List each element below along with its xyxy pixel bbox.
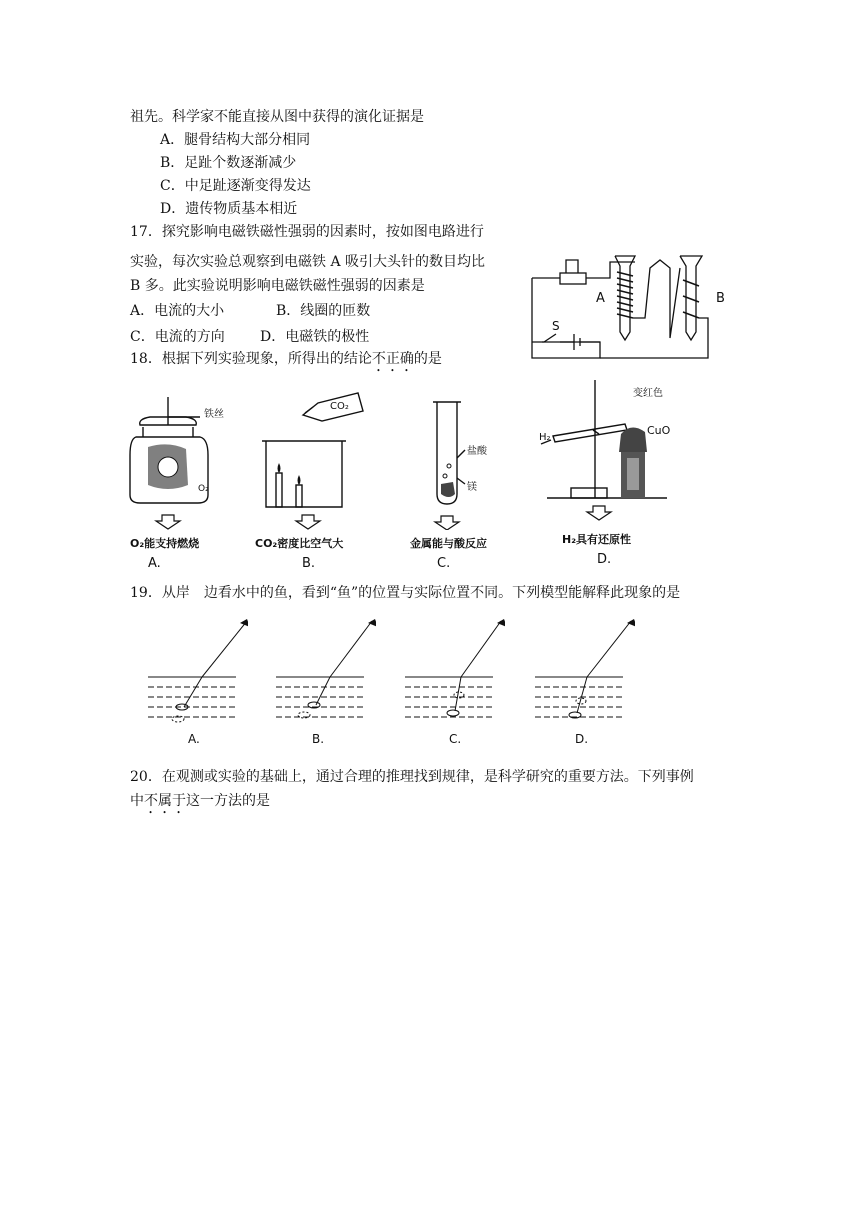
magnesium-label: 镁 bbox=[467, 482, 477, 493]
q18-stem-post: 的是 bbox=[413, 351, 442, 367]
electromagnet-b-label: B bbox=[716, 291, 725, 306]
h2-label: H₂ bbox=[539, 432, 551, 443]
turns-red-label: 变红色 bbox=[633, 388, 663, 399]
electromagnet-a-label: A bbox=[596, 291, 605, 306]
refraction-model-d bbox=[535, 615, 635, 745]
refraction-model-b bbox=[276, 615, 376, 745]
q20-stem-line2 bbox=[130, 792, 270, 817]
electromagnet-circuit-figure bbox=[530, 238, 740, 368]
q17-stem-line2: 实验，每次实验总观察到电磁铁 A 吸引大头针的数目均比 bbox=[130, 254, 486, 270]
iron-wire-label: 铁丝 bbox=[204, 409, 224, 420]
q18-stem-emphasis: 不正确 bbox=[371, 351, 414, 367]
q16-option-d: D．遗传物质基本相近 bbox=[160, 201, 298, 217]
switch-label: S bbox=[552, 319, 560, 333]
q20-stem-pre: 中 bbox=[130, 793, 144, 809]
q18-stem-pre: 18．根据下列实验现象，所得出的结论 bbox=[130, 351, 372, 367]
co2-label: CO₂ bbox=[330, 401, 349, 412]
refraction-model-c bbox=[405, 615, 505, 745]
q17-option-b: B．线圈的匝数 bbox=[276, 303, 371, 319]
iron-wire-oxygen-figure bbox=[118, 395, 228, 530]
q16-option-b: B．足趾个数逐渐减少 bbox=[160, 155, 297, 171]
q20-stem-post: 这一方法的是 bbox=[186, 793, 270, 809]
cuo-label: CuO bbox=[647, 424, 671, 437]
model-c-letter: C. bbox=[449, 732, 462, 745]
q16-option-c: C．中足趾逐渐变得发达 bbox=[160, 178, 311, 194]
q20-stem-line1: 20．在观测或实验的基础上，通过合理的推理找到规律，是科学研究的重要方法。下列事例 bbox=[130, 769, 694, 785]
panel-b-caption: CO₂密度比空气大 bbox=[255, 537, 344, 550]
panel-a-caption: O₂能支持燃烧 bbox=[130, 537, 200, 550]
panel-b-letter: B. bbox=[302, 556, 316, 571]
acid-label: 盐酸 bbox=[467, 446, 487, 457]
q16-option-a: A．腿骨结构大部分相同 bbox=[160, 132, 311, 148]
model-b-letter: B. bbox=[312, 732, 325, 745]
q16-stem-tail: 祖先。科学家不能直接从图中获得的演化证据是 bbox=[130, 109, 424, 125]
panel-a-letter: A. bbox=[148, 556, 161, 571]
q19-stem: 19．从岸 边看水中的鱼，看到“鱼”的位置与实际位置不同。下列模型能解释此现象的是 bbox=[130, 585, 681, 601]
q17-stem-line1: 17．探究影响电磁铁磁性强弱的因素时，按如图电路进行 bbox=[130, 224, 484, 240]
oxygen-label: O₂ bbox=[198, 484, 209, 494]
panel-d-letter: D. bbox=[597, 552, 612, 567]
q17-option-c: C．电流的方向 bbox=[130, 329, 225, 345]
q17-stem-line3: B 多。此实验说明影响电磁铁磁性强弱的因素是 bbox=[130, 278, 425, 294]
panel-c-letter: C. bbox=[437, 556, 451, 571]
hydrogen-cuo-figure bbox=[535, 378, 675, 533]
model-d-letter: D. bbox=[575, 732, 589, 745]
co2-beaker-figure bbox=[258, 385, 378, 530]
model-a-letter: A. bbox=[188, 732, 200, 745]
panel-d-caption: H₂具有还原性 bbox=[562, 533, 632, 546]
q17-option-a: A．电流的大小 bbox=[130, 303, 225, 319]
magnesium-acid-figure bbox=[405, 398, 505, 530]
panel-c-caption: 金属能与酸反应 bbox=[410, 537, 487, 550]
q18-stem bbox=[130, 350, 442, 375]
q20-stem-emphasis: 不属于 bbox=[144, 793, 186, 809]
q17-option-d: D．电磁铁的极性 bbox=[260, 329, 370, 345]
refraction-model-a bbox=[148, 615, 248, 745]
